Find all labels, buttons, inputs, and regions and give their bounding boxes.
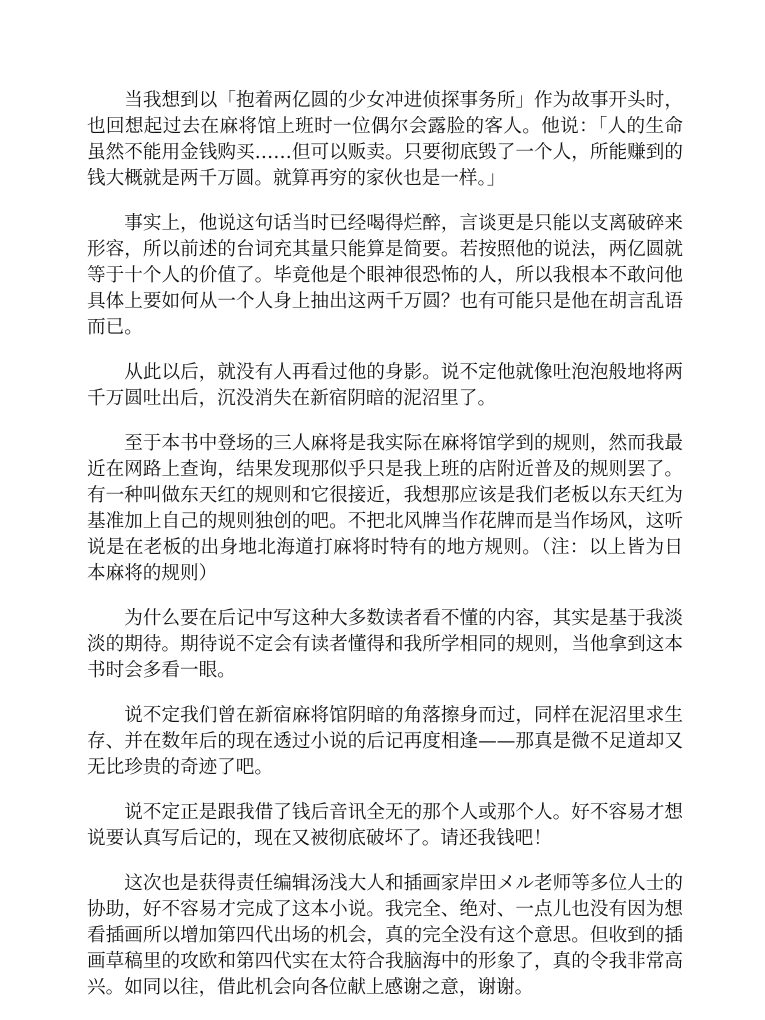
paragraph: 事实上，他说这句话当时已经喝得烂醉，言谈更是只能以支离破碎来形容，所以前述的台词充其量只能算是简要。若按照他的说法，两亿圆就等于十个人的价值了。毕竟他是个眼神很恐怖的人，所以我根本不敢问他具体上要如何从一个人身上抽出这两千万圆？也有可能只是他在胡言乱语而已。 [87, 213, 683, 338]
paragraph: 从此以后，就没有人再看过他的身影。说不定他就像吐泡泡般地将两千万圆吐出后，沉没消失在新宿阴暗的泥沼里了。 [87, 362, 683, 409]
paragraph: 说不定我们曾在新宿麻将馆阴暗的角落擦身而过，同样在泥沼里求生存、并在数年后的现在透过小说的后记再度相逢——那真是微不足道却又无比珍贵的奇迹了吧。 [87, 705, 683, 778]
afterword-text [87, 88, 683, 1020]
paragraph: 至于本书中登场的三人麻将是我实际在麻将馆学到的规则，然而我最近在网路上查询，结果发现那似乎只是我上班的店附近普及的规则罢了。有一种叫做东天红的规则和它很接近，我想那应该是我们老板以东天红为基准加上自己的规则独创的吧。不把北风牌当作花牌而是当作场风，这听说是在老板的出身地北海道打麻将时特有的地方规则。（注：以上皆为日本麻将的规则） [87, 433, 683, 584]
paragraph: 这次也是获得责任编辑汤浅大人和插画家岸田メル老师等多位人士的协助，好不容易才完成了这本小说。我完全、绝对、一点儿也没有因为想看插画所以增加第四代出场的机会，真的完全没有这个意思。但收到的插画草稿里的攻欧和第四代实在太符合我脑海中的形象了，真的令我非常高兴。如同以往，借此机会向各位献上感谢之意，谢谢。 [87, 873, 683, 998]
paragraph: 说不定正是跟我借了钱后音讯全无的那个人或那个人。好不容易才想说要认真写后记的，现在又被彻底破坏了。请还我钱吧！ [87, 802, 683, 849]
paragraph: 当我想到以「抱着两亿圆的少女冲进侦探事务所」作为故事开头时，也回想起过去在麻将馆上班时一位偶尔会露脸的客人。他说：「人的生命虽然不能用金钱购买……但可以贩卖。只要彻底毁了一个人，所能赚到的钱大概就是两千万圆。就算再穷的家伙也是一样。」 [87, 90, 683, 189]
paragraph: 为什么要在后记中写这种大多数读者看不懂的内容，其实是基于我淡淡的期待。期待说不定会有读者懂得和我所学相同的规则，当他拿到这本书时会多看一眼。 [87, 608, 683, 681]
